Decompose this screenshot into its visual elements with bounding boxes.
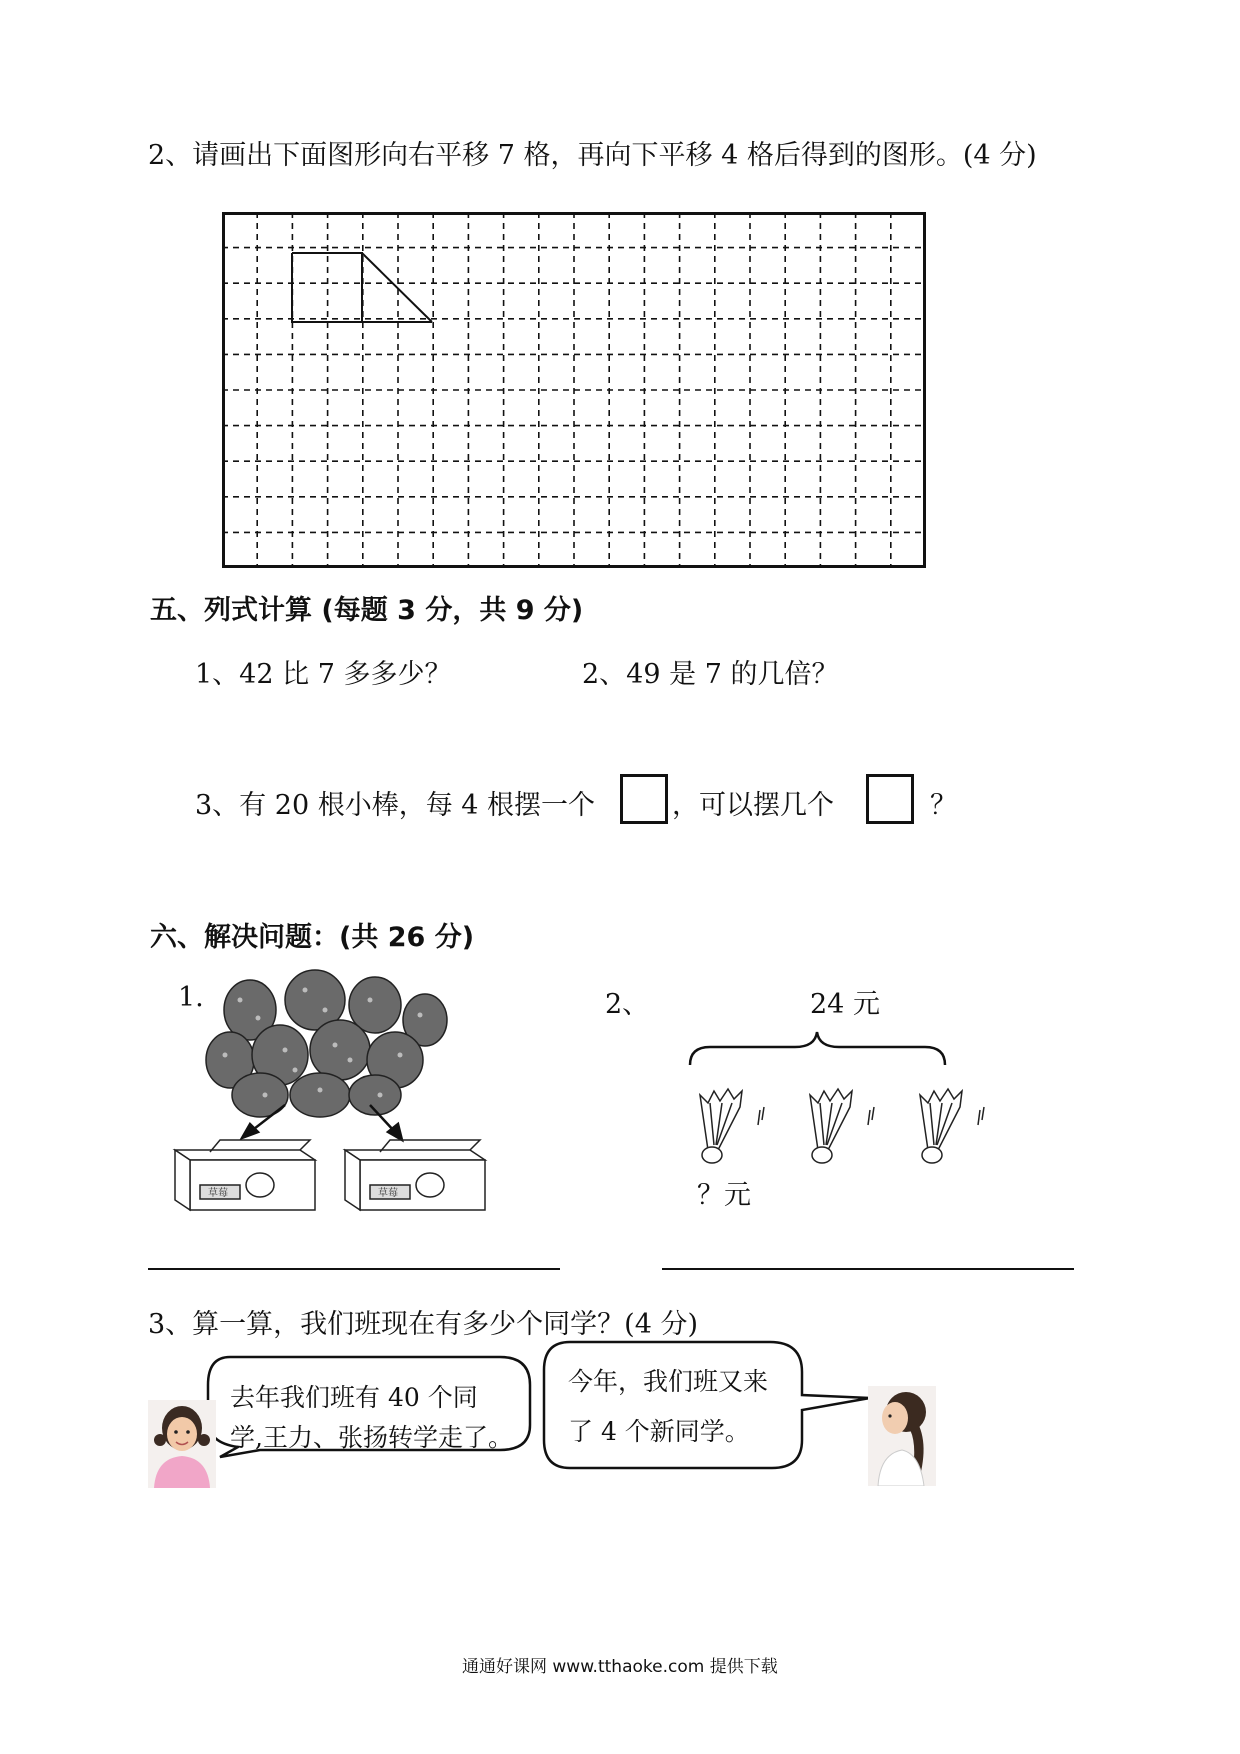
box-right-icon xyxy=(345,1140,485,1210)
strawberry-boxes-illustration xyxy=(170,960,500,1220)
section-5-q2: 2、49 是 7 的几倍？ xyxy=(582,659,839,690)
unknown-price: ？元 xyxy=(697,1180,751,1211)
box-right-label: 草莓 xyxy=(378,1188,398,1199)
brace xyxy=(690,1032,945,1065)
answer-box-1[interactable] xyxy=(620,774,668,824)
section-6-title: 六、解决问题：(共 26 分) xyxy=(150,922,475,953)
dashed-grid xyxy=(222,212,926,568)
strawberry-pile-icon xyxy=(206,970,447,1117)
section-5-q1: 1、42 比 7 多多少？ xyxy=(195,659,452,690)
section-5-q3-part1: 3、有 20 根小棒，每 4 根摆一个 xyxy=(195,790,596,821)
section-5-title: 五、列式计算 (每题 3 分，共 9 分) xyxy=(150,595,584,626)
box-left-icon xyxy=(175,1140,315,1210)
shuttlecock-illustration xyxy=(680,1030,1030,1170)
answer-line-2[interactable] xyxy=(662,1268,1074,1270)
girl-right-avatar xyxy=(868,1386,936,1486)
shuttlecock-icon xyxy=(810,1089,874,1163)
bubble-left-line-1: 去年我们班有 40 个同 xyxy=(230,1383,478,1412)
shuttlecock-icon xyxy=(920,1089,984,1163)
answer-box-2[interactable] xyxy=(866,774,914,824)
problem-3-question: 3、算一算，我们班现在有多少个同学？(4 分) xyxy=(148,1309,699,1340)
box-left-label: 草莓 xyxy=(208,1188,228,1199)
bubble-right-line-1: 今年，我们班又来 xyxy=(568,1367,769,1396)
section-5-q3-part2: ，可以摆几个 xyxy=(672,790,834,821)
shuttlecock-icon xyxy=(700,1089,764,1163)
problem-2-number: 2、 xyxy=(605,989,650,1020)
footer-text: 通通好课网 www.tthaoke.com 提供下载 xyxy=(462,1657,778,1677)
trapezoid-shape xyxy=(292,253,432,322)
question-translate: 2、请画出下面图形向右平移 7 格，再向下平移 4 格后得到的图形。(4 分) xyxy=(148,140,1037,171)
bubble-right-line-2: 了 4 个新同学。 xyxy=(568,1417,750,1446)
answer-line-1[interactable] xyxy=(148,1268,560,1270)
bubble-left-line-2: 学,王力、张扬转学走了。 xyxy=(230,1423,513,1452)
girl-left-avatar xyxy=(148,1400,216,1488)
problem-1-number: 1. xyxy=(178,982,204,1013)
section-5-q3-part3: ？ xyxy=(930,790,957,821)
total-price: 24 元 xyxy=(810,989,880,1020)
right-speech-bubble xyxy=(540,1340,880,1480)
